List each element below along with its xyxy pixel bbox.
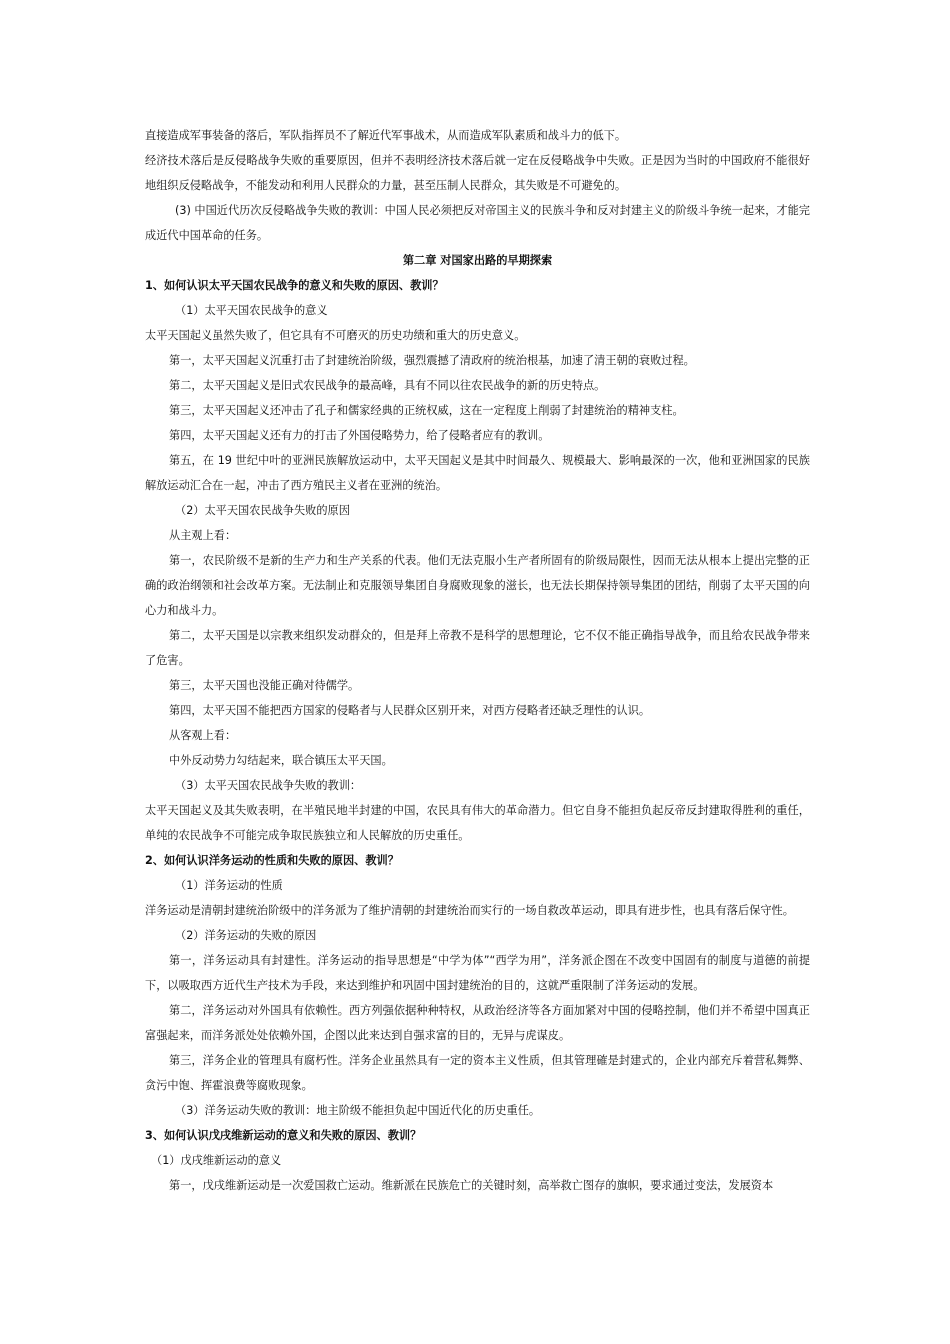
question-heading: 1、如何认识太平天国农民战争的意义和失败的原因、教训？ — [145, 279, 444, 292]
paragraph: 第一，戊戌维新运动是一次爱国救亡运动。维新派在民族危亡的关键时刻，高举救亡图存的旗帜，要求通过变法，发展资本 — [169, 1179, 774, 1192]
paragraph: 第一，太平天国起义沉重打击了封建统治阶级，强烈震撼了清政府的统治根基，加速了清王朝的衰败过程。 — [169, 354, 695, 367]
paragraph: 第四，太平天国不能把西方国家的侵略者与人民群众区别开来，对西方侵略者还缺乏理性的认识。 — [169, 704, 651, 717]
paragraph: 直接造成军事装备的落后，军队指挥员不了解近代军事战术，从而造成军队素质和战斗力的低下。 — [145, 129, 627, 142]
subheading: （1）太平天国农民战争的意义 — [175, 304, 328, 317]
paragraph: 第二，太平天国起义是旧式农民战争的最高峰，具有不同以往农民战争的新的历史特点。 — [169, 379, 606, 392]
paragraph: 第三，太平天国也没能正确对待儒学。 — [169, 679, 360, 692]
subheading: （2）太平天国农民战争失败的原因 — [175, 504, 350, 517]
paragraph: 太平天国起义虽然失败了，但它具有不可磨灭的历史功绩和重大的历史意义。 — [145, 329, 526, 342]
subheading: （3）太平天国农民战争失败的教训： — [175, 779, 362, 792]
paragraph: 经济技术落后是反侵略战争失败的重要原因，但并不表明经济技术落后就一定在反侵略战争中失败。正是因为当时的中国政府不能很好地组织反侵略战争，不能发动和利用人民群众的力量，甚至压制人民群众，其失败是不可避免的。 — [145, 154, 810, 192]
paragraph: 从客观上看： — [169, 729, 237, 742]
chapter-title: 第二章 对国家出路的早期探索 — [402, 254, 553, 267]
subheading: （3）洋务运动失败的教训：地主阶级不能担负起中国近代化的历史重任。 — [175, 1104, 541, 1117]
paragraph: 第三，洋务企业的管理具有腐朽性。洋务企业虽然具有一定的资本主义性质，但其管理確是封建式的，企业内部充斥着营私舞弊、贪污中饱、挥霍浪费等腐败现象。 — [145, 1054, 810, 1092]
paragraph: 第五，在 19 世纪中叶的亚洲民族解放运动中，太平天国起义是其中时间最久、规模最大、影响最深的一次，他和亚洲国家的民族解放运动汇合在一起，冲击了西方殖民主义者在亚洲的统治。 — [145, 454, 810, 492]
paragraph: 第四，太平天国起义还有力的打击了外国侵略势力，给了侵略者应有的教训。 — [169, 429, 550, 442]
subheading: （1）戊戌维新运动的意义 — [151, 1154, 282, 1167]
question-heading: 2、如何认识洋务运动的性质和失败的原因、教训？ — [145, 854, 399, 867]
paragraph: 太平天国起义及其失败表明，在半殖民地半封建的中国，农民具有伟大的革命潜力。但它自身不能担负起反帝反封建取得胜利的重任，单纯的农民战争不可能完成争取民族独立和人民解放的历史重任。 — [145, 804, 810, 842]
paragraph: 中外反动势力勾结起来，联合镇压太平天国。 — [169, 754, 393, 767]
subheading: （2）洋务运动的失败的原因 — [175, 929, 317, 942]
subheading: （1）洋务运动的性质 — [175, 879, 283, 892]
paragraph: 洋务运动是清朝封建统治阶级中的洋务派为了维护清朝的封建统治而实行的一场自救改革运动，即具有进步性，也具有落后保守性。 — [145, 904, 794, 917]
question-heading: 3、如何认识戊戌维新运动的意义和失败的原因、教训？ — [145, 1129, 422, 1142]
document-body — [145, 123, 810, 1198]
paragraph: (3) 中国近代历次反侵略战争失败的教训：中国人民必须把反对帝国主义的民族斗争和反对封建主义的阶级斗争统一起来，才能完成近代中国革命的任务。 — [145, 204, 810, 242]
paragraph: 第三，太平天国起义还冲击了孔子和儒家经典的正统权威，这在一定程度上削弱了封建统治的精神支柱。 — [169, 404, 684, 417]
paragraph: 第二，洋务运动对外国具有依赖性。西方列强依据种种特权，从政治经济等各方面加紧对中国的侵略控制，他们并不希望中国真正富强起来，而洋务派处处依赖外国，企图以此来达到自强求富的目的，无异与虎谋皮。 — [145, 1004, 810, 1042]
paragraph: 从主观上看： — [169, 529, 237, 542]
paragraph: 第一，农民阶级不是新的生产力和生产关系的代表。他们无法克服小生产者所固有的阶级局限性，因而无法从根本上提出完整的正确的政治纲领和社会改革方案。无法制止和克服领导集团自身腐败现象的滋长，也无法长期保持领导集团的团结，削弱了太平天国的向心力和战斗力。 — [145, 554, 810, 617]
paragraph: 第一，洋务运动具有封建性。洋务运动的指导思想是“中学为体”“西学为用”，洋务派企图在不改变中国固有的制度与道德的前提下，以吸取西方近代生产技术为手段，来达到维护和巩固中国封建统治的目的，这就严重限制了洋务运动的发展。 — [145, 954, 810, 992]
paragraph: 第二，太平天国是以宗教来组织发动群众的，但是拜上帝教不是科学的思想理论，它不仅不能正确指导战争，而且给农民战争带来了危害。 — [145, 629, 810, 667]
